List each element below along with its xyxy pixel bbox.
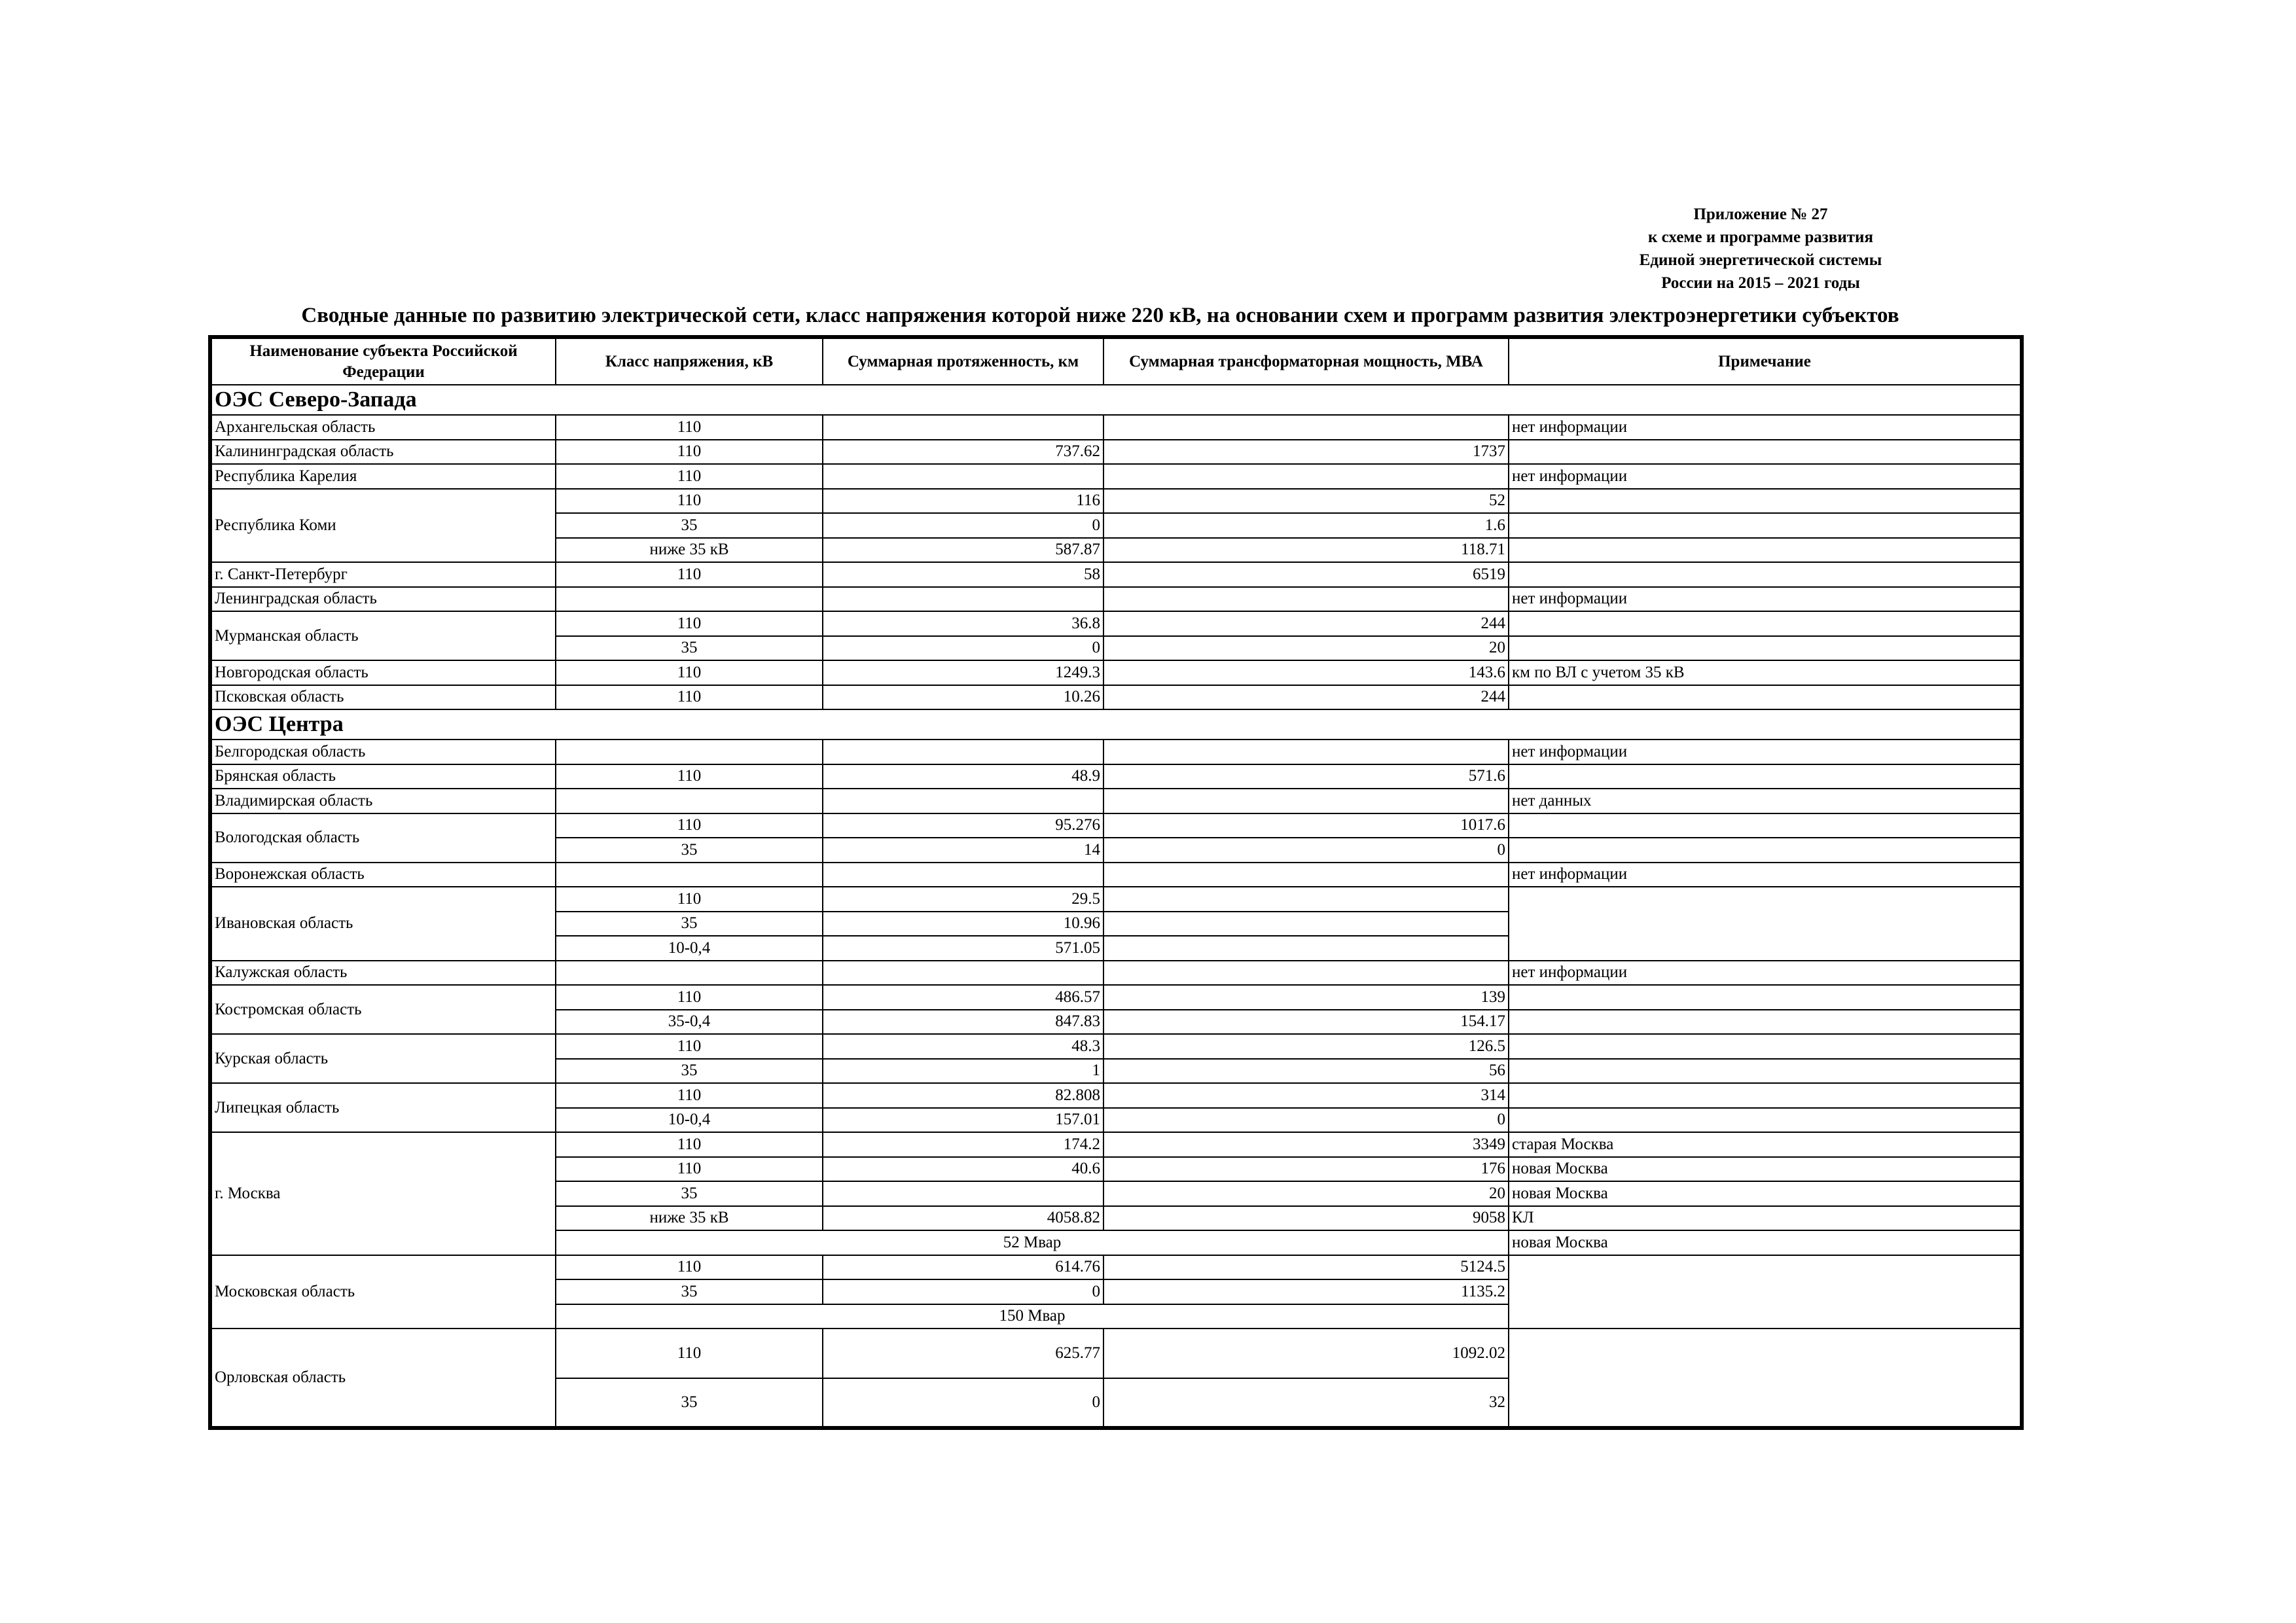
note-cell: нет информации bbox=[1509, 961, 2022, 986]
region-name: Воронежская область bbox=[210, 863, 556, 887]
power-cell: 1092.02 bbox=[1103, 1329, 1509, 1378]
region-name: Брянская область bbox=[210, 764, 556, 789]
voltage-cell: 35-0,4 bbox=[556, 1010, 823, 1035]
voltage-cell: 110 bbox=[556, 1255, 823, 1280]
length-cell: 82.808 bbox=[823, 1083, 1103, 1108]
power-cell bbox=[1103, 415, 1509, 440]
region-name: Вологодская область bbox=[210, 813, 556, 863]
section-row bbox=[210, 385, 2022, 415]
region-name: Республика Коми bbox=[210, 489, 556, 563]
length-cell bbox=[823, 961, 1103, 986]
voltage-cell: 110 bbox=[556, 685, 823, 710]
table-row bbox=[210, 961, 2022, 986]
power-cell: 0 bbox=[1103, 838, 1509, 863]
power-cell: 20 bbox=[1103, 636, 1509, 661]
table-row bbox=[210, 813, 2022, 838]
note-cell: нет информации bbox=[1509, 464, 2022, 489]
note-cell: нет данных bbox=[1509, 789, 2022, 813]
length-cell: 571.05 bbox=[823, 936, 1103, 961]
power-cell: 1135.2 bbox=[1103, 1279, 1509, 1304]
note-cell: км по ВЛ с учетом 35 кВ bbox=[1509, 660, 2022, 685]
power-cell bbox=[1103, 912, 1509, 936]
appendix-line: России на 2015 – 2021 годы bbox=[1661, 274, 1860, 292]
table-row bbox=[210, 985, 2022, 1010]
voltage-cell: 110 bbox=[556, 764, 823, 789]
power-cell bbox=[1103, 863, 1509, 887]
length-cell: 486.57 bbox=[823, 985, 1103, 1010]
power-cell: 52 bbox=[1103, 489, 1509, 514]
table-row bbox=[210, 1034, 2022, 1059]
power-cell: 143.6 bbox=[1103, 660, 1509, 685]
length-cell: 58 bbox=[823, 562, 1103, 587]
length-cell: 0 bbox=[823, 636, 1103, 661]
power-cell: 3349 bbox=[1103, 1132, 1509, 1157]
power-cell: 314 bbox=[1103, 1083, 1509, 1108]
table-row bbox=[210, 1255, 2022, 1280]
region-name: Орловская область bbox=[210, 1329, 556, 1428]
power-cell bbox=[1103, 740, 1509, 764]
table-row bbox=[210, 440, 2022, 465]
voltage-cell: 35 bbox=[556, 1059, 823, 1084]
note-cell bbox=[1509, 1255, 2022, 1329]
length-cell: 174.2 bbox=[823, 1132, 1103, 1157]
region-name: Калужская область bbox=[210, 961, 556, 986]
voltage-cell: 110 bbox=[556, 660, 823, 685]
length-cell bbox=[823, 740, 1103, 764]
section-title-center: ОЭС Центра bbox=[210, 709, 2022, 740]
power-cell: 0 bbox=[1103, 1108, 1509, 1133]
voltage-cell: 35 bbox=[556, 912, 823, 936]
note-cell: КЛ bbox=[1509, 1206, 2022, 1231]
voltage-cell bbox=[556, 789, 823, 813]
table-header-row bbox=[210, 337, 2022, 385]
power-cell: 571.6 bbox=[1103, 764, 1509, 789]
table-row bbox=[210, 660, 2022, 685]
voltage-cell bbox=[556, 587, 823, 612]
length-cell: 116 bbox=[823, 489, 1103, 514]
table-row bbox=[210, 764, 2022, 789]
note-cell: старая Москва bbox=[1509, 1132, 2022, 1157]
voltage-cell: 110 bbox=[556, 813, 823, 838]
length-cell: 625.77 bbox=[823, 1329, 1103, 1378]
voltage-cell: 35 bbox=[556, 513, 823, 538]
note-cell bbox=[1509, 1083, 2022, 1108]
region-name: Ивановская область bbox=[210, 887, 556, 961]
voltage-cell: 110 bbox=[556, 887, 823, 912]
region-name: г. Москва bbox=[210, 1132, 556, 1255]
length-cell: 4058.82 bbox=[823, 1206, 1103, 1231]
note-cell: нет информации bbox=[1509, 415, 2022, 440]
voltage-cell: 110 bbox=[556, 489, 823, 514]
region-name: Костромская область bbox=[210, 985, 556, 1034]
region-name: Новгородская область bbox=[210, 660, 556, 685]
table-row bbox=[210, 464, 2022, 489]
table-row bbox=[210, 1083, 2022, 1108]
voltage-cell: ниже 35 кВ bbox=[556, 1206, 823, 1231]
length-cell: 14 bbox=[823, 838, 1103, 863]
note-cell bbox=[1509, 887, 2022, 961]
length-cell bbox=[823, 863, 1103, 887]
region-name: Псковская область bbox=[210, 685, 556, 710]
region-name: Ленинградская область bbox=[210, 587, 556, 612]
power-cell: 1017.6 bbox=[1103, 813, 1509, 838]
table-row bbox=[210, 789, 2022, 813]
appendix-block bbox=[1558, 203, 1964, 294]
note-cell bbox=[1509, 685, 2022, 710]
power-cell: 139 bbox=[1103, 985, 1509, 1010]
voltage-cell bbox=[556, 863, 823, 887]
voltage-cell: 35 bbox=[556, 636, 823, 661]
appendix-number: Приложение № 27 bbox=[1693, 205, 1828, 223]
appendix-line: Единой энергетической системы bbox=[1639, 251, 1882, 269]
voltage-cell: 110 bbox=[556, 985, 823, 1010]
length-cell: 10.26 bbox=[823, 685, 1103, 710]
note-cell bbox=[1509, 1034, 2022, 1059]
voltage-cell: 110 bbox=[556, 440, 823, 465]
header-subject: Наименование субъекта Российской Федерации bbox=[210, 337, 556, 385]
note-cell: нет информации bbox=[1509, 740, 2022, 764]
header-length: Суммарная протяженность, км bbox=[823, 337, 1103, 385]
region-name: Курская область bbox=[210, 1034, 556, 1083]
length-cell: 614.76 bbox=[823, 1255, 1103, 1280]
voltage-cell: 110 bbox=[556, 1329, 823, 1378]
voltage-cell: ниже 35 кВ bbox=[556, 538, 823, 563]
power-cell bbox=[1103, 936, 1509, 961]
length-cell: 0 bbox=[823, 1279, 1103, 1304]
table-row bbox=[210, 863, 2022, 887]
region-name: Московская область bbox=[210, 1255, 556, 1329]
length-cell: 95.276 bbox=[823, 813, 1103, 838]
power-cell: 176 bbox=[1103, 1157, 1509, 1182]
voltage-cell: 35 bbox=[556, 1279, 823, 1304]
voltage-cell: 110 bbox=[556, 1034, 823, 1059]
power-cell: 20 bbox=[1103, 1181, 1509, 1206]
header-voltage: Класс напряжения, кВ bbox=[556, 337, 823, 385]
power-cell: 1737 bbox=[1103, 440, 1509, 465]
length-cell: 1 bbox=[823, 1059, 1103, 1084]
reactive-power-cell: 150 Мвар bbox=[556, 1304, 1509, 1329]
power-cell bbox=[1103, 961, 1509, 986]
length-cell: 0 bbox=[823, 1378, 1103, 1428]
table-row bbox=[210, 685, 2022, 710]
header-power: Суммарная трансформаторная мощность, МВА bbox=[1103, 337, 1509, 385]
table-row bbox=[210, 1132, 2022, 1157]
note-cell bbox=[1509, 838, 2022, 863]
note-cell bbox=[1509, 764, 2022, 789]
length-cell: 48.9 bbox=[823, 764, 1103, 789]
voltage-cell: 110 bbox=[556, 415, 823, 440]
note-cell bbox=[1509, 611, 2022, 636]
note-cell bbox=[1509, 489, 2022, 514]
power-cell: 32 bbox=[1103, 1378, 1509, 1428]
power-cell: 118.71 bbox=[1103, 538, 1509, 563]
length-cell bbox=[823, 1181, 1103, 1206]
power-cell bbox=[1103, 464, 1509, 489]
table-row bbox=[210, 587, 2022, 612]
voltage-cell: 35 bbox=[556, 1181, 823, 1206]
note-cell: новая Москва bbox=[1509, 1181, 2022, 1206]
length-cell bbox=[823, 415, 1103, 440]
table-row bbox=[210, 562, 2022, 587]
voltage-cell: 110 bbox=[556, 464, 823, 489]
voltage-cell: 110 bbox=[556, 1157, 823, 1182]
length-cell bbox=[823, 464, 1103, 489]
voltage-cell: 110 bbox=[556, 562, 823, 587]
note-cell: нет информации bbox=[1509, 587, 2022, 612]
voltage-cell: 110 bbox=[556, 611, 823, 636]
section-title-nw: ОЭС Северо-Запада bbox=[210, 385, 2022, 415]
region-name: г. Санкт-Петербург bbox=[210, 562, 556, 587]
table-row bbox=[210, 1329, 2022, 1378]
note-cell: новая Москва bbox=[1509, 1157, 2022, 1182]
length-cell: 40.6 bbox=[823, 1157, 1103, 1182]
length-cell: 737.62 bbox=[823, 440, 1103, 465]
note-cell bbox=[1509, 985, 2022, 1010]
length-cell: 0 bbox=[823, 513, 1103, 538]
region-name: Белгородская область bbox=[210, 740, 556, 764]
length-cell bbox=[823, 587, 1103, 612]
voltage-cell: 10-0,4 bbox=[556, 936, 823, 961]
note-cell bbox=[1509, 440, 2022, 465]
length-cell: 587.87 bbox=[823, 538, 1103, 563]
note-cell: нет информации bbox=[1509, 863, 2022, 887]
summary-table bbox=[208, 335, 2024, 1430]
table-row bbox=[210, 611, 2022, 636]
note-cell bbox=[1509, 538, 2022, 563]
document-title: Сводные данные по развитию электрической сети, класс напряжения которой ниже 220 кВ, на основании схем и программ развития электроэнергетики субъектов bbox=[301, 304, 1899, 327]
power-cell: 126.5 bbox=[1103, 1034, 1509, 1059]
region-name: Архангельская область bbox=[210, 415, 556, 440]
region-name: Мурманская область bbox=[210, 611, 556, 660]
note-cell bbox=[1509, 1108, 2022, 1133]
power-cell: 5124.5 bbox=[1103, 1255, 1509, 1280]
length-cell bbox=[823, 789, 1103, 813]
note-cell bbox=[1509, 1059, 2022, 1084]
section-row bbox=[210, 709, 2022, 740]
table-row bbox=[210, 489, 2022, 514]
power-cell: 154.17 bbox=[1103, 1010, 1509, 1035]
region-name: Республика Карелия bbox=[210, 464, 556, 489]
power-cell: 9058 bbox=[1103, 1206, 1509, 1231]
note-cell bbox=[1509, 513, 2022, 538]
note-cell: новая Москва bbox=[1509, 1230, 2022, 1255]
note-cell bbox=[1509, 813, 2022, 838]
region-name: Калининградская область bbox=[210, 440, 556, 465]
length-cell: 29.5 bbox=[823, 887, 1103, 912]
note-cell bbox=[1509, 1329, 2022, 1428]
power-cell bbox=[1103, 887, 1509, 912]
header-note: Примечание bbox=[1509, 337, 2022, 385]
length-cell: 10.96 bbox=[823, 912, 1103, 936]
appendix-line: к схеме и программе развития bbox=[1648, 228, 1873, 246]
note-cell bbox=[1509, 562, 2022, 587]
voltage-cell: 10-0,4 bbox=[556, 1108, 823, 1133]
voltage-cell bbox=[556, 740, 823, 764]
reactive-power-cell: 52 Мвар bbox=[556, 1230, 1509, 1255]
region-name: Владимирская область bbox=[210, 789, 556, 813]
note-cell bbox=[1509, 636, 2022, 661]
table-row bbox=[210, 740, 2022, 764]
power-cell: 244 bbox=[1103, 611, 1509, 636]
voltage-cell bbox=[556, 961, 823, 986]
table-row bbox=[210, 887, 2022, 912]
power-cell: 1.6 bbox=[1103, 513, 1509, 538]
note-cell bbox=[1509, 1010, 2022, 1035]
power-cell bbox=[1103, 789, 1509, 813]
voltage-cell: 35 bbox=[556, 1378, 823, 1428]
length-cell: 1249.3 bbox=[823, 660, 1103, 685]
power-cell: 6519 bbox=[1103, 562, 1509, 587]
length-cell: 847.83 bbox=[823, 1010, 1103, 1035]
length-cell: 48.3 bbox=[823, 1034, 1103, 1059]
length-cell: 157.01 bbox=[823, 1108, 1103, 1133]
table-row bbox=[210, 415, 2022, 440]
power-cell: 56 bbox=[1103, 1059, 1509, 1084]
voltage-cell: 35 bbox=[556, 838, 823, 863]
length-cell: 36.8 bbox=[823, 611, 1103, 636]
power-cell: 244 bbox=[1103, 685, 1509, 710]
voltage-cell: 110 bbox=[556, 1132, 823, 1157]
power-cell bbox=[1103, 587, 1509, 612]
region-name: Липецкая область bbox=[210, 1083, 556, 1132]
voltage-cell: 110 bbox=[556, 1083, 823, 1108]
